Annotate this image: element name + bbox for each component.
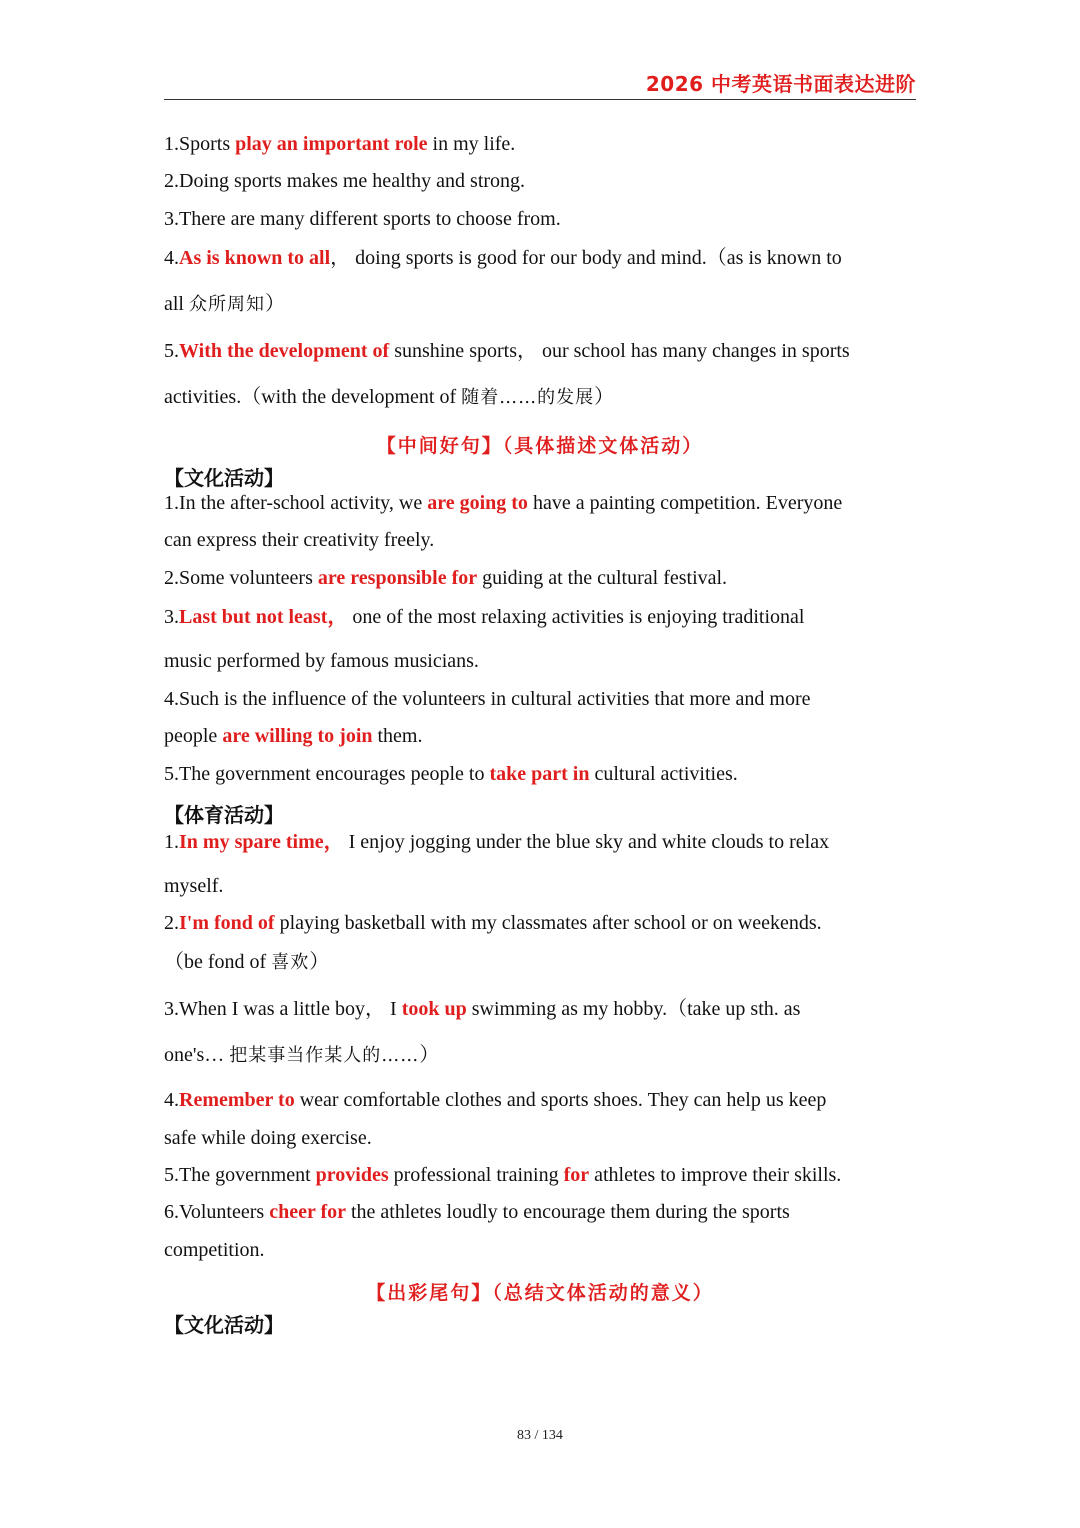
intro-sentence-1: 1.Sports play an important role in my life. <box>164 133 516 155</box>
key-phrase: Remember to <box>179 1089 295 1111</box>
subheading-culture-2: 【文化活动】 <box>164 1313 284 1337</box>
sports-line-9: 5.The government provides professional training for athletes to improve their skills. <box>164 1164 842 1186</box>
sports-line-3: 2.I'm fond of playing basketball with my classmates after school or on weekends. <box>164 912 822 934</box>
key-phrase: play an important role <box>235 133 428 155</box>
intro-sentence-4: 4.As is known to all， doing sports is good for our body and mind.（as is known to <box>164 247 842 269</box>
culture-line-6: 4.Such is the influence of the volunteers in cultural activities that more and more <box>164 688 811 710</box>
culture-line-3: 2.Some volunteers are responsible for guiding at the cultural festival. <box>164 567 728 589</box>
key-phrase: As is known to all <box>179 247 331 269</box>
key-phrase: cheer for <box>269 1201 346 1223</box>
culture-line-4: 3.Last but not least， one of the most relaxing activities is enjoying traditional <box>164 606 805 628</box>
sports-line-4: （be fond of 喜欢） <box>164 951 330 973</box>
sports-line-1: 1.In my spare time， I enjoy jogging under the blue sky and white clouds to relax <box>164 831 830 853</box>
key-phrase: provides <box>315 1164 389 1186</box>
culture-line-8: 5.The government encourages people to take part in cultural activities. <box>164 763 738 785</box>
key-phrase: In my spare time， <box>179 831 344 853</box>
key-phrase: With the development of <box>179 340 390 362</box>
sports-line-2: myself. <box>164 875 224 897</box>
key-phrase: are going to <box>427 492 528 514</box>
key-phrase: Last but not least， <box>179 606 348 628</box>
key-phrase: take part in <box>489 763 590 785</box>
key-phrase: are willing to join <box>222 725 373 747</box>
sports-line-10: 6.Volunteers cheer for the athletes loudly to encourage them during the sports <box>164 1201 790 1223</box>
sports-line-11: competition. <box>164 1239 265 1261</box>
intro-sentence-5: 5.With the development of sunshine sports， our school has many changes in sports <box>164 340 850 362</box>
page-header <box>164 66 916 100</box>
key-phrase: took up <box>401 998 467 1020</box>
sports-line-7: 4.Remember to wear comfortable clothes and sports shoes. They can help us keep <box>164 1089 827 1111</box>
subheading-sports: 【体育活动】 <box>164 803 284 827</box>
intro-sentence-4-note: all 众所周知） <box>164 293 285 315</box>
key-phrase: are responsible for <box>317 567 478 589</box>
culture-line-7: people are willing to join them. <box>164 725 423 747</box>
culture-line-5: music performed by famous musicians. <box>164 650 479 672</box>
section-title-end: 【出彩尾句】（总结文体活动的意义） <box>366 1282 714 1304</box>
intro-sentence-3: 3.There are many different sports to choose from. <box>164 208 561 230</box>
subheading-culture: 【文化活动】 <box>164 466 284 490</box>
key-phrase: I'm fond of <box>179 912 275 934</box>
intro-sentence-2: 2.Doing sports makes me healthy and strong. <box>164 170 526 192</box>
intro-sentence-5-note: activities.（with the development of 随着……的发展） <box>164 386 615 408</box>
section-title-middle: 【中间好句】（具体描述文体活动） <box>376 435 704 457</box>
culture-line-1: 1.In the after-school activity, we are going to have a painting competition. Everyone <box>164 492 843 514</box>
sports-line-8: safe while doing exercise. <box>164 1127 372 1149</box>
header-title: 2026 中考英语书面表达进阶 <box>645 72 916 96</box>
page-number: 83 / 134 <box>517 1428 563 1443</box>
culture-line-2: can express their creativity freely. <box>164 529 435 551</box>
sports-line-5: 3.When I was a little boy， I took up swimming as my hobby.（take up sth. as <box>164 998 801 1020</box>
sports-line-6: one's… 把某事当作某人的……） <box>164 1044 440 1066</box>
key-phrase: for <box>563 1164 590 1186</box>
